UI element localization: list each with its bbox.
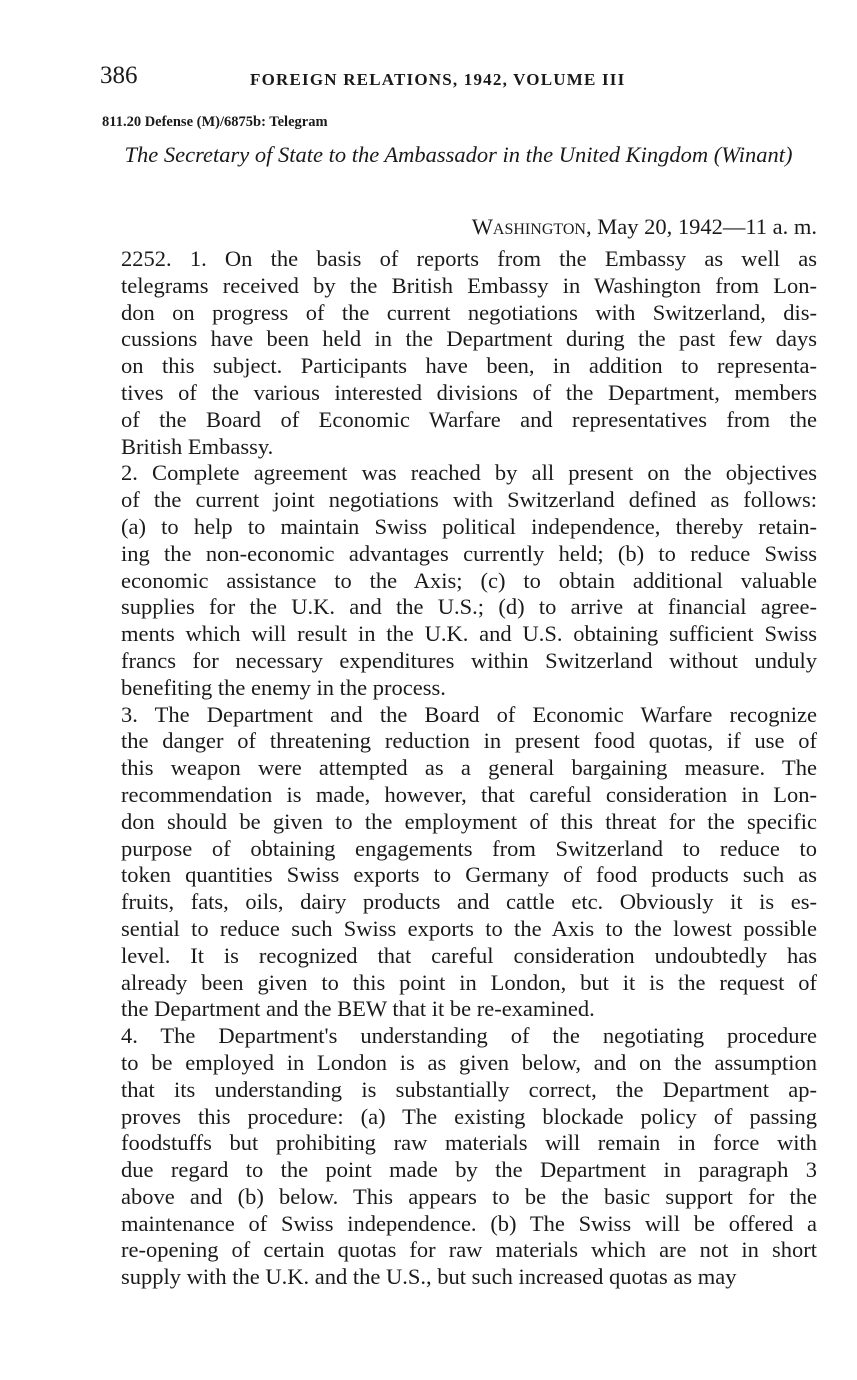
text-line: 4. The Department's understanding of the negotiating procedure xyxy=(121,1023,817,1049)
paragraph-1 xyxy=(97,246,817,460)
running-head: FOREIGN RELATIONS, 1942, VOLUME III xyxy=(250,70,626,89)
telegram-body xyxy=(97,246,817,1291)
text-line: francs for necessary expenditures within Switzerland without unduly xyxy=(121,647,817,673)
text-line: foodstuffs but prohibiting raw materials will remain in force with xyxy=(121,1130,817,1156)
text-line: purpose of obtaining engagements from Switzerland to reduce to xyxy=(121,835,817,861)
text-line: ing the non-economic advantages currently held; (b) to reduce Swiss xyxy=(121,540,817,566)
text-line: that its understanding is substantially correct, the Department ap- xyxy=(121,1076,817,1102)
text-line: maintenance of Swiss independence. (b) The Swiss will be offered a xyxy=(121,1210,817,1236)
text-line: recommendation is made, however, that careful consideration in Lon- xyxy=(121,781,817,807)
text-line: cussions have been held in the Department during the past few days xyxy=(121,326,817,352)
paragraph-2 xyxy=(97,460,817,701)
text-line: to be employed in London is as given below, and on the assumption xyxy=(121,1049,817,1075)
text-line: don on progress of the current negotiations with Switzerland, dis- xyxy=(121,299,817,325)
text-line: supplies for the U.K. and the U.S.; (d) to arrive at financial agree- xyxy=(121,594,817,620)
text-line: token quantities Swiss exports to Germany of food products such as xyxy=(121,862,817,888)
page-header xyxy=(100,62,817,96)
text-line: economic assistance to the Axis; (c) to obtain additional valuable xyxy=(121,567,817,593)
text-line: supply with the U.K. and the U.S., but such increased quotas as may xyxy=(121,1264,737,1290)
text-line: sential to reduce such Swiss exports to the Axis to the lowest possible xyxy=(121,915,817,941)
text-line: 3. The Department and the Board of Economic Warfare recognize xyxy=(121,701,817,727)
text-line: don should be given to the employment of this threat for the specific xyxy=(121,808,817,834)
text-line: ments which will result in the U.K. and U.S. obtaining sufficient Swiss xyxy=(121,621,817,647)
text-line: due regard to the point made by the Department in paragraph 3 xyxy=(121,1157,817,1183)
text-line: British Embassy. xyxy=(121,433,274,459)
dateline-date: , May 20, 1942—11 a. m. xyxy=(585,214,817,239)
paragraph-3 xyxy=(97,702,817,1024)
paragraph-4 xyxy=(97,1023,817,1291)
text-line: this weapon were attempted as a general bargaining measure. The xyxy=(121,755,817,781)
text-line: level. It is recognized that careful consideration undoubtedly has xyxy=(121,942,817,968)
text-line: 2. Complete agreement was reached by all present on the objectives xyxy=(121,460,817,486)
text-line: already been given to this point in London, but it is the request of xyxy=(121,969,817,995)
text-line: 2252. 1. On the basis of reports from the Embassy as well as xyxy=(121,246,817,271)
dateline-place: Washington xyxy=(471,214,586,239)
text-line: on this subject. Participants have been, in addition to representa- xyxy=(121,353,817,379)
document-title: The Secretary of State to the Ambassador in the United Kingdom (Winant) xyxy=(124,142,793,167)
text-line: of the Board of Economic Warfare and representatives from the xyxy=(121,406,817,432)
dateline xyxy=(472,214,817,240)
text-line: the danger of threatening reduction in present food quotas, if use of xyxy=(121,728,817,754)
text-line: proves this procedure: (a) The existing blockade policy of passing xyxy=(121,1103,817,1129)
text-line: re-opening of certain quotas for raw materials which are not in short xyxy=(121,1237,817,1263)
text-line: of the current joint negotiations with Switzerland defined as follows: xyxy=(121,487,817,513)
file-reference: 811.20 Defense (M)/6875b: Telegram xyxy=(102,114,328,130)
text-line: the Department and the BEW that it be re-examined. xyxy=(121,996,595,1022)
text-line: tives of the various interested divisions of the Department, members xyxy=(121,379,817,405)
text-line: telegrams received by the British Embassy in Washington from Lon- xyxy=(121,272,817,298)
text-line: benefiting the enemy in the process. xyxy=(121,674,446,700)
text-line: fruits, fats, oils, dairy products and cattle etc. Obviously it is es- xyxy=(121,889,817,915)
text-line: (a) to help to maintain Swiss political independence, thereby retain- xyxy=(121,513,817,539)
page-number: 386 xyxy=(100,62,138,89)
text-line: above and (b) below. This appears to be the basic support for the xyxy=(121,1183,817,1209)
